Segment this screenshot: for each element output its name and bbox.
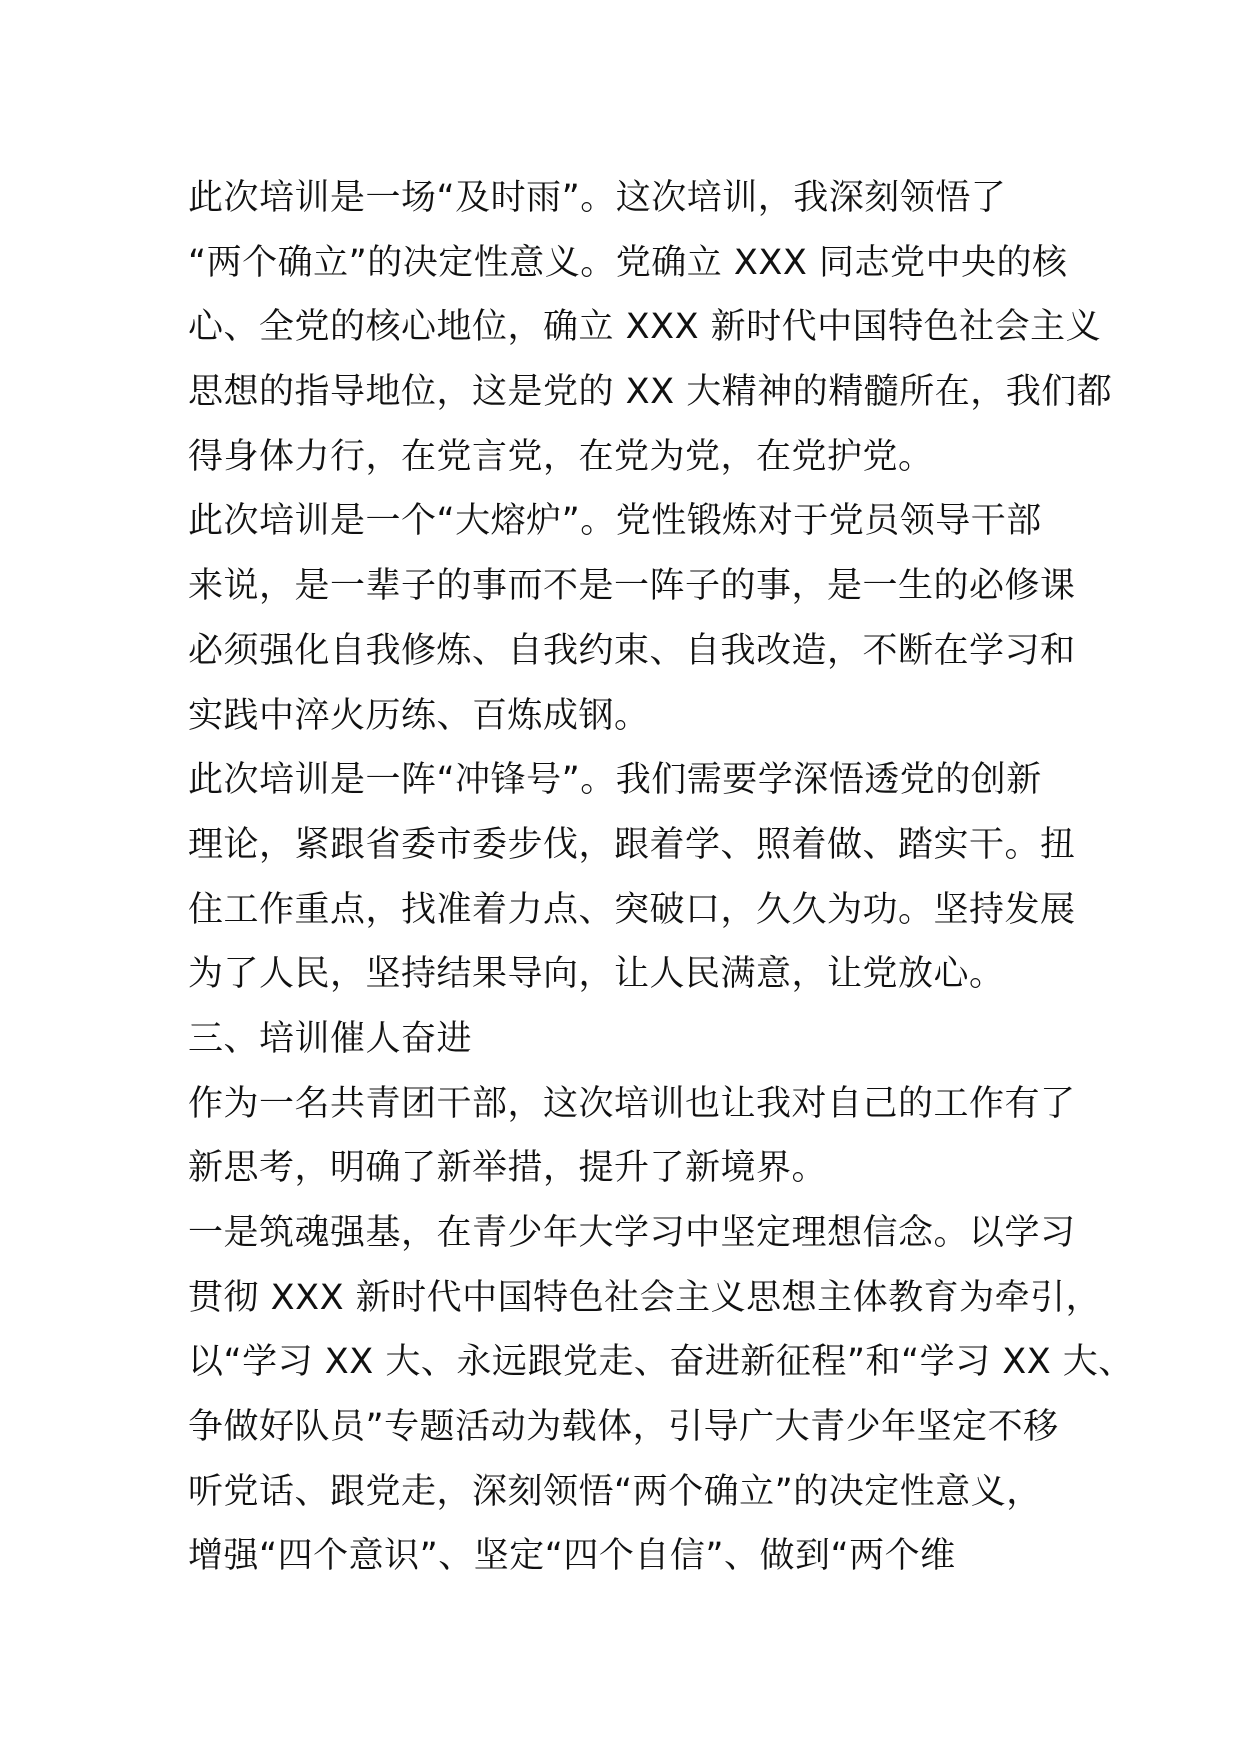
document-body bbox=[188, 166, 1134, 1589]
text-line: 为了人民，坚持结果导向，让人民满意，让党放心。 bbox=[188, 954, 1005, 995]
text-line: 此次培训是一阵“冲锋号”。我们需要学深悟透党的创新 bbox=[188, 760, 1042, 801]
text-line: 一是筑魂强基，在青少年大学习中坚定理想信念。以学习 bbox=[188, 1213, 1076, 1253]
text-line: 听党话、跟党走，深刻领悟“两个确立”的决定性意义， bbox=[188, 1471, 1042, 1512]
text-line: 争做好队员”专题活动为载体，引导广大青少年坚定不移 bbox=[188, 1407, 1059, 1448]
text-line: 必须强化自我修炼、自我约束、自我改造，不断在学习和 bbox=[188, 630, 1076, 671]
text-line: 贯彻 XXX 新时代中国特色社会主义思想主体教育为牵引， bbox=[188, 1277, 1102, 1318]
text-line: 理论，紧跟省委市委步伐，跟着学、照着做、踏实干。扭 bbox=[188, 824, 1076, 865]
section-heading: 三、培训催人奋进 bbox=[188, 1018, 473, 1059]
text-line: 心、全党的核心地位，确立 XXX 新时代中国特色社会主义 bbox=[188, 307, 1102, 348]
text-line: 此次培训是一个“大熔炉”。党性锻炼对于党员领导干部 bbox=[188, 501, 1042, 542]
text-line: 思想的指导地位，这是党的 XX 大精神的精髓所在，我们都 bbox=[188, 372, 1113, 413]
text-line: 新思考，明确了新举措，提升了新境界。 bbox=[188, 1148, 828, 1189]
text-line: 得身体力行，在党言党，在党为党，在党护党。 bbox=[188, 436, 934, 477]
text-line: 来说，是一辈子的事而不是一阵子的事，是一生的必修课 bbox=[188, 566, 1076, 607]
text-line: 以“学习 XX 大、永远跟党走、奋进新征程”和“学习 XX 大、 bbox=[188, 1342, 1134, 1383]
text-line: “两个确立”的决定性意义。党确立 XXX 同志党中央的核 bbox=[188, 242, 1068, 283]
text-line: 增强“四个意识”、坚定“四个自信”、做到“两个维 bbox=[188, 1536, 956, 1577]
text-line: 作为一名共青团干部，这次培训也让我对自己的工作有了 bbox=[188, 1083, 1076, 1124]
text-line: 此次培训是一场“及时雨”。这次培训，我深刻领悟了 bbox=[188, 178, 1007, 218]
text-line: 实践中淬火历练、百炼成钢。 bbox=[188, 695, 650, 736]
text-line: 住工作重点，找准着力点、突破口，久久为功。坚持发展 bbox=[188, 889, 1076, 930]
